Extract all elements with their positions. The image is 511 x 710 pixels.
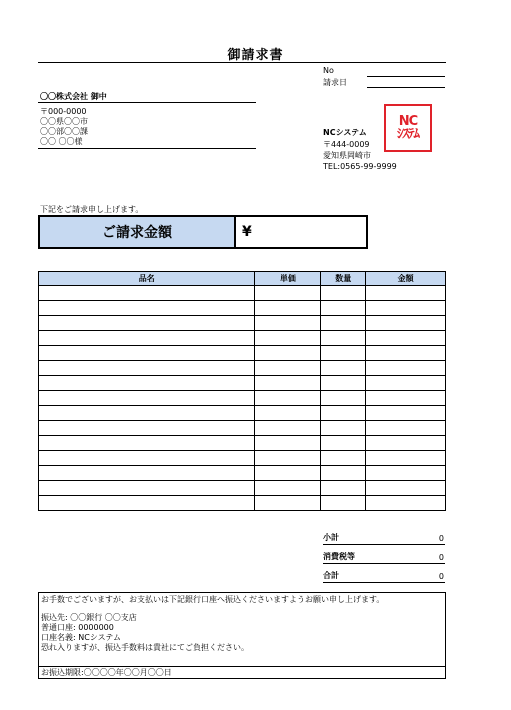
invoice-date-line [367, 87, 445, 88]
item-name-cell [39, 346, 255, 361]
tax-value: 0 [438, 553, 444, 562]
table-row [39, 391, 446, 406]
quantity-cell [321, 301, 366, 316]
unit-price-cell [255, 451, 321, 466]
amount-cell [366, 331, 446, 346]
quantity-cell [321, 481, 366, 496]
tax-row [323, 552, 445, 564]
total-amount-label: ご請求金額 [40, 217, 236, 247]
unit-price-cell [255, 421, 321, 436]
amount-cell [366, 301, 446, 316]
item-name-cell [39, 496, 255, 511]
unit-price-cell [255, 481, 321, 496]
table-row [39, 466, 446, 481]
header-amount: 金額 [366, 272, 446, 286]
client-person-underline [38, 148, 256, 149]
client-name-underline [38, 102, 256, 103]
table-row [39, 316, 446, 331]
item-name-cell [39, 466, 255, 481]
amount-cell [366, 481, 446, 496]
item-name-cell [39, 286, 255, 301]
subtotal-row [323, 533, 445, 545]
item-name-cell [39, 391, 255, 406]
unit-price-cell [255, 286, 321, 301]
transfer-fee-note: 恐れ入りますが、振込手数料は貴社にてご負担ください。 [41, 643, 249, 652]
grand-total-value: 0 [438, 572, 444, 581]
document-title: 御請求書 [227, 48, 284, 63]
unit-price-cell [255, 391, 321, 406]
subtotal-value: 0 [438, 534, 444, 543]
table-body [39, 286, 446, 511]
quantity-cell [321, 331, 366, 346]
table-row [39, 361, 446, 376]
subtotal-label: 小計 [323, 533, 339, 542]
table-row [39, 481, 446, 496]
table-row [39, 406, 446, 421]
table-row [39, 331, 446, 346]
amount-cell [366, 316, 446, 331]
amount-cell [366, 406, 446, 421]
quantity-cell [321, 436, 366, 451]
quantity-cell [321, 316, 366, 331]
amount-cell [366, 451, 446, 466]
total-amount-box [38, 215, 368, 249]
quantity-cell [321, 361, 366, 376]
amount-cell [366, 346, 446, 361]
quantity-cell [321, 496, 366, 511]
amount-cell [366, 496, 446, 511]
header-quantity: 数量 [321, 272, 366, 286]
quantity-cell [321, 421, 366, 436]
quantity-cell [321, 451, 366, 466]
unit-price-cell [255, 406, 321, 421]
table-row [39, 376, 446, 391]
amount-cell [366, 286, 446, 301]
invoice-number-field [323, 66, 445, 77]
grand-total-row [323, 571, 445, 583]
account-number: 普通口座: 0000000 [41, 623, 114, 632]
unit-price-cell [255, 436, 321, 451]
total-amount-value: ¥ [242, 224, 252, 240]
bank-name: 振込先: 〇〇銀行 〇〇支店 [41, 613, 137, 622]
issuer-address: 愛知県岡崎市 [323, 151, 371, 160]
issuer-postal: 〒444-0009 [323, 140, 370, 149]
title-underline [38, 62, 446, 63]
item-name-cell [39, 481, 255, 496]
item-name-cell [39, 316, 255, 331]
item-name-cell [39, 421, 255, 436]
grand-total-label: 合計 [323, 571, 339, 580]
unit-price-cell [255, 316, 321, 331]
quantity-cell [321, 391, 366, 406]
unit-price-cell [255, 376, 321, 391]
quantity-cell [321, 406, 366, 421]
item-name-cell [39, 406, 255, 421]
table-row [39, 451, 446, 466]
unit-price-cell [255, 496, 321, 511]
invoice-date-label: 請求日 [323, 78, 347, 87]
item-name-cell [39, 331, 255, 346]
table-header-row [39, 272, 446, 286]
payment-notes-box [38, 592, 446, 679]
table-row [39, 346, 446, 361]
amount-cell [366, 421, 446, 436]
client-person: 〇〇 〇〇様 [40, 137, 83, 146]
issuer-tel: TEL:0565-99-9999 [323, 162, 397, 171]
item-name-cell [39, 301, 255, 316]
item-name-cell [39, 376, 255, 391]
header-item-name: 品名 [39, 272, 255, 286]
quantity-cell [321, 466, 366, 481]
company-seal-stamp: NC ｼｽﾃﾑ [384, 104, 432, 152]
amount-cell [366, 436, 446, 451]
client-postal: 〒000-0000 [40, 107, 87, 116]
table-row [39, 496, 446, 511]
item-name-cell [39, 436, 255, 451]
invoice-number-label: No [323, 66, 334, 75]
amount-cell [366, 376, 446, 391]
invoice-date-field [323, 77, 445, 88]
quantity-cell [321, 346, 366, 361]
client-name: 〇〇株式会社 御中 [40, 92, 107, 101]
table-row [39, 286, 446, 301]
item-name-cell [39, 451, 255, 466]
header-unit-price: 単価 [255, 272, 321, 286]
table-row [39, 421, 446, 436]
issuer-company: NCシステム [323, 128, 367, 137]
payment-request-note: お手数でございますが、お支払いは下記銀行口座へ振込くださいますようお願い申し上げます。 [41, 595, 385, 604]
amount-cell [366, 391, 446, 406]
table-row [39, 301, 446, 316]
unit-price-cell [255, 361, 321, 376]
request-message: 下記をご請求申し上げます。 [40, 205, 144, 214]
payment-due-date: お振込期限:〇〇〇〇年〇〇月〇〇日 [39, 666, 445, 678]
amount-cell [366, 466, 446, 481]
tax-label: 消費税等 [323, 552, 355, 561]
unit-price-cell [255, 466, 321, 481]
line-items-table [38, 271, 446, 511]
client-department: 〇〇部〇〇課 [40, 127, 88, 136]
client-address: 〇〇県〇〇市 [40, 117, 88, 126]
unit-price-cell [255, 301, 321, 316]
unit-price-cell [255, 331, 321, 346]
unit-price-cell [255, 346, 321, 361]
quantity-cell [321, 286, 366, 301]
quantity-cell [321, 376, 366, 391]
amount-cell [366, 361, 446, 376]
account-holder: 口座名義: NCシステム [41, 633, 122, 642]
table-row [39, 436, 446, 451]
item-name-cell [39, 361, 255, 376]
